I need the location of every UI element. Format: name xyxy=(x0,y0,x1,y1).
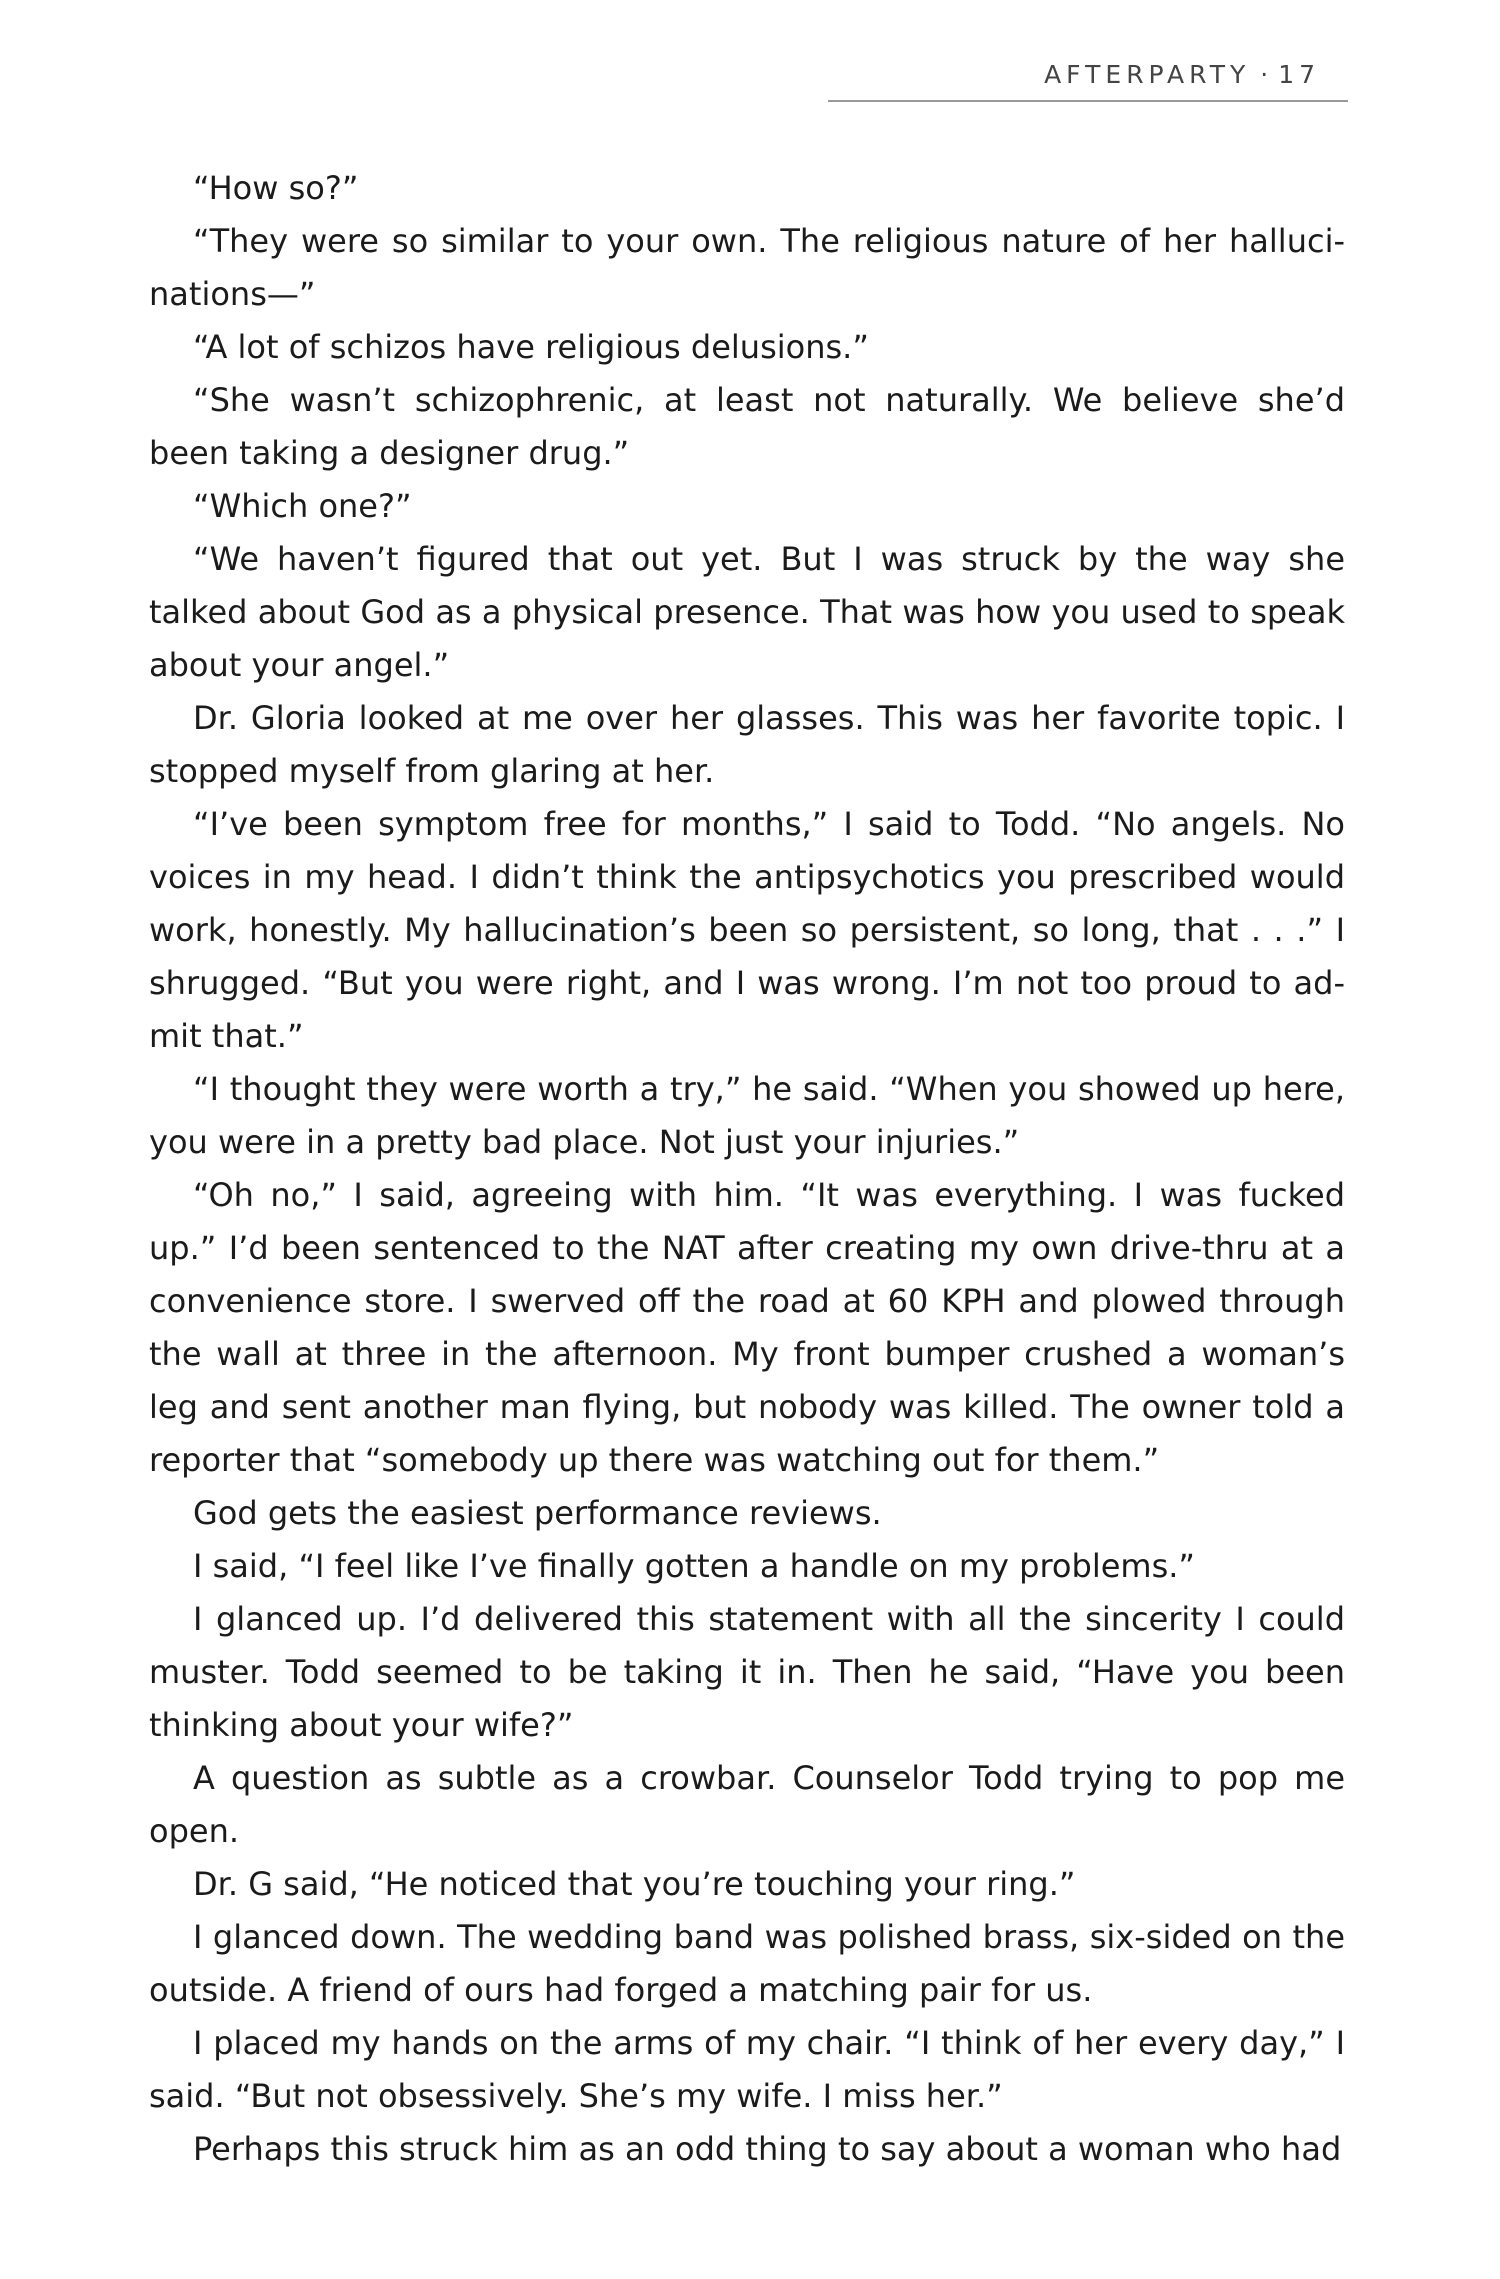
paragraph: I placed my hands on the arms of my chair. “I think of her every day,” I said. “But not obsessively. She’s my wife. I miss her.” xyxy=(149,2024,1345,2115)
running-title: AFTERPARTY xyxy=(1044,60,1251,89)
paragraph: “Oh no,” I said, agreeing with him. “It was everything. I was fucked up.” I’d been sentenced to the NAT after creating my own drive-thru at a convenience store. I swerved off the road at 60 KPH and plowed through the wall at three in the afternoon. My front bumper crushed a woman’s leg and sent another man flying, but nobody was killed. The owner told a reporter that “somebody up there was watching out for them.” xyxy=(149,1176,1345,1479)
paragraph: I glanced down. The wedding band was polished brass, six-sided on the outside. A friend of ours had forged a matching pair for us. xyxy=(149,1918,1345,2009)
paragraph: “I thought they were worth a try,” he said. “When you showed up here, you were in a pretty bad place. Not just your injuries.” xyxy=(149,1070,1345,1161)
paragraph: “She wasn’t schizophrenic, at least not naturally. We believe she’d been taking a designer drug.” xyxy=(149,381,1345,472)
paragraph: “We haven’t figured that out yet. But I was struck by the way she talked about God as a physical presence. That was how you used to speak about your angel.” xyxy=(149,540,1345,684)
paragraph: “A lot of schizos have religious delusions.” xyxy=(193,328,869,366)
paragraph: A question as subtle as a crowbar. Counselor Todd trying to pop me open. xyxy=(149,1759,1345,1850)
paragraph: “I’ve been symptom free for months,” I said to Todd. “No angels. No voices in my head. I didn’t think the antipsychotics you prescribed would work, honestly. My hallucination’s been so persistent, so long, that . . .” I shrugged. “But you were right, and I was wrong. I’m not too proud to admit that.” xyxy=(149,805,1345,1055)
paragraph: I said, “I feel like I’ve finally gotten a handle on my problems.” xyxy=(193,1547,1195,1585)
paragraph: “Which one?” xyxy=(193,487,412,525)
body-text xyxy=(149,162,1345,2176)
paragraph: “How so?” xyxy=(193,169,359,207)
page-number: 17 xyxy=(1278,60,1320,89)
paragraph: “They were so similar to your own. The religious nature of her hallucinations—” xyxy=(149,222,1345,313)
paragraph: Dr. G said, “He noticed that you’re touching your ring.” xyxy=(193,1865,1076,1903)
paragraph: God gets the easiest performance reviews. xyxy=(193,1494,882,1532)
header-rule xyxy=(828,100,1348,102)
header-separator: · xyxy=(1260,60,1269,89)
paragraph: Dr. Gloria looked at me over her glasses. This was her favorite topic. I stopped myself from glaring at her. xyxy=(149,699,1345,790)
paragraph: I glanced up. I’d delivered this statement with all the sincerity I could muster. Todd seemed to be taking it in. Then he said, “Have you been thinking about your wife?” xyxy=(149,1600,1345,1744)
running-header xyxy=(1044,60,1320,89)
paragraph: Perhaps this struck him as an odd thing to say about a woman who had xyxy=(193,2130,1342,2168)
